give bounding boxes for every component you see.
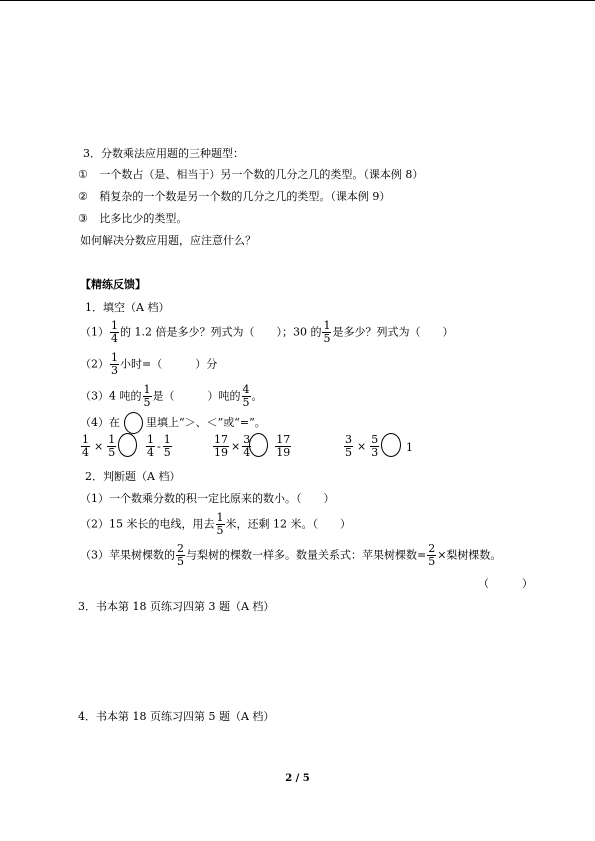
section3-question: 如何解决分数应用题，应注意什么？ — [80, 234, 256, 247]
numerator: 2 — [177, 542, 184, 555]
q1-part4 — [80, 416, 266, 430]
type-3-text: 比多比少的类型。 — [99, 212, 188, 225]
q1-p3-text-b: 是（ ）吨的 — [152, 389, 241, 403]
q1-p3-text-a: （3）4 吨的 — [80, 389, 142, 403]
operator: × — [94, 439, 104, 453]
fraction — [370, 434, 379, 459]
denominator: 5 — [345, 446, 352, 459]
q1-p1-text-c: 是多少？列式为（ ） — [332, 325, 454, 339]
denominator: 5 — [163, 446, 171, 459]
q1-p3-text-c: 。 — [251, 389, 263, 403]
comparison-2 — [145, 434, 173, 459]
fraction — [322, 320, 331, 345]
fraction — [81, 434, 90, 459]
denominator: 4 — [82, 446, 89, 459]
top-border-line — [0, 0, 595, 1]
fraction — [216, 512, 225, 537]
q1-part3 — [80, 384, 263, 409]
denominator: 3 — [371, 446, 379, 459]
feedback-title: 【精练反馈】 — [80, 278, 146, 291]
type-2-text: 稍复杂的一个数是另一个数的几分之几的类型。（课本例 9） — [99, 190, 391, 203]
numerator: 3 — [243, 433, 251, 446]
q2-p3-answer-blank: （ ） — [478, 577, 533, 590]
denominator: 4 — [147, 446, 154, 459]
denominator: 5 — [216, 524, 224, 537]
q1-p1-text-b: 的 1.2 倍是多少？列式为（ ）；30 的 — [120, 325, 322, 339]
q1-heading: 1．填空（A 档） — [85, 301, 170, 314]
comparison-1 — [80, 434, 117, 459]
q4-heading: 4．书本第 18 页练习四第 5 题（A 档） — [78, 710, 275, 723]
type-1-marker: ① — [78, 168, 88, 181]
q2-p2-text-a: （2）15 米长的电线，用去 — [80, 517, 215, 531]
q1-p4-text-b: 里填上“＞、＜”或“=”。 — [146, 416, 266, 429]
fraction — [143, 384, 152, 409]
operator: × — [231, 439, 241, 453]
fraction — [107, 434, 116, 459]
q1-part2 — [80, 352, 217, 377]
numerator: 4 — [242, 383, 250, 396]
fraction — [213, 434, 229, 459]
q2-p3-text-a: （3）苹果树棵数的 — [80, 548, 175, 562]
q3-heading: 3．书本第 18 页练习四第 3 题（A 档） — [78, 600, 275, 613]
q2-part2 — [80, 512, 351, 537]
fraction — [163, 434, 172, 459]
fraction — [176, 543, 185, 568]
denominator: 5 — [242, 396, 250, 409]
denominator: 5 — [323, 332, 331, 345]
denominator: 5 — [177, 555, 184, 568]
numerator: 17 — [214, 433, 228, 446]
q2-part1: （1）一个数乘分数的积一定比原来的数小。（ ） — [80, 492, 335, 505]
type-1-item — [78, 168, 423, 182]
answer-oval-1[interactable] — [118, 433, 137, 457]
q2-heading: 2．判断题（A 档） — [85, 470, 181, 483]
fraction — [344, 434, 353, 459]
comparison-4 — [343, 434, 380, 459]
q1-p2-label: （2） — [80, 357, 109, 371]
denominator: 19 — [214, 446, 228, 459]
q2-p3-text-b: 与梨树的棵数一样多。数量关系式：苹果树棵数= — [186, 548, 427, 562]
q1-part1 — [80, 320, 453, 345]
denominator: 5 — [143, 396, 151, 409]
q1-p4-text-a: （4）在 — [80, 416, 120, 429]
numerator: 1 — [323, 319, 331, 332]
numerator: 17 — [276, 433, 291, 446]
denominator: 4 — [111, 332, 118, 345]
numerator: 1 — [216, 511, 224, 524]
fraction — [427, 543, 436, 568]
numerator: 1 — [82, 433, 89, 446]
q2-p2-text-b: 米，还剩 12 米。（ ） — [225, 517, 351, 531]
numerator: 1 — [163, 433, 171, 446]
numerator: 1 — [143, 383, 151, 396]
numerator: 2 — [428, 542, 436, 555]
numerator: 1 — [147, 433, 154, 446]
numerator: 1 — [111, 351, 118, 364]
operator: × — [357, 439, 367, 453]
numerator: 3 — [345, 433, 352, 446]
answer-oval-example — [124, 412, 143, 434]
numerator: 1 — [111, 319, 118, 332]
denominator: 4 — [243, 446, 251, 459]
fraction — [110, 352, 119, 377]
fraction — [146, 434, 155, 459]
answer-oval-4[interactable] — [381, 433, 401, 457]
denominator: 5 — [428, 555, 436, 568]
q2-part3 — [80, 543, 501, 568]
denominator: 5 — [108, 446, 116, 459]
page-number: 2 / 5 — [285, 773, 310, 784]
fraction — [275, 434, 291, 459]
answer-oval-3[interactable] — [249, 433, 268, 457]
type-2-marker: ② — [78, 190, 88, 203]
q2-p3-text-c: ×梨树棵数。 — [437, 548, 502, 562]
denominator: 19 — [276, 446, 291, 459]
section3-heading: 3．分数乘法应用题的三种题型： — [83, 147, 244, 160]
type-2-item — [78, 190, 390, 204]
fraction — [242, 384, 251, 409]
fraction — [110, 320, 119, 345]
comparison-4-right: 1 — [406, 441, 413, 454]
q1-p2-text: 小时=（ ）分 — [120, 357, 218, 371]
numerator: 5 — [371, 433, 379, 446]
denominator: 3 — [111, 364, 118, 377]
type-1-text: 一个数占（是、相当于）另一个数的几分之几的类型。（课本例 8） — [99, 168, 424, 181]
type-3-item — [78, 212, 187, 226]
q1-p1-label: （1） — [80, 325, 109, 339]
operator: - — [157, 439, 161, 453]
numerator: 1 — [108, 433, 116, 446]
type-3-marker: ③ — [78, 212, 88, 225]
